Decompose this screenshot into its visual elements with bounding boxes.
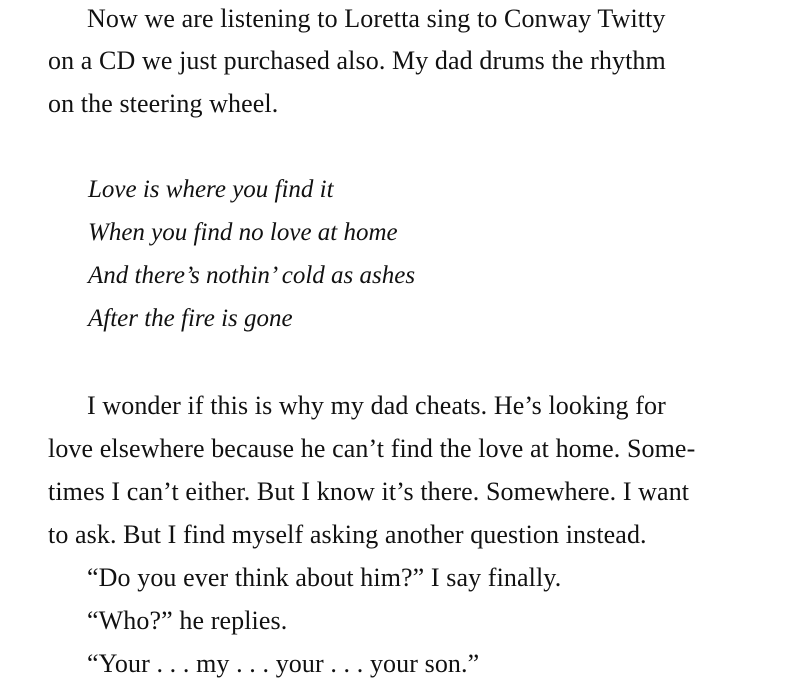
paragraph-1-line-2: on a CD we just purchased also. My dad drums the rhythm — [48, 46, 666, 75]
dialogue-line-3: “Your . . . my . . . your . . . your son.” — [87, 649, 480, 678]
paragraph-1-line-3: on the steering wheel. — [48, 89, 279, 118]
lyric-line-1: Love is where you find it — [88, 176, 334, 203]
dialogue-line-1: “Do you ever think about him?” I say finally. — [87, 563, 562, 592]
paragraph-2-line-2: love elsewhere because he can’t find the love at home. Some- — [48, 434, 696, 463]
dialogue-line-2: “Who?” he replies. — [87, 606, 288, 635]
paragraph-2-line-3: times I can’t either. But I know it’s there. Somewhere. I want — [48, 477, 690, 506]
paragraph-2-line-4: to ask. But I find myself asking another question instead. — [48, 520, 647, 549]
lyric-line-2: When you find no love at home — [88, 219, 398, 246]
paragraph-2-line-1: I wonder if this is why my dad cheats. He’s looking for — [87, 391, 666, 420]
paragraph-1-line-1: Now we are listening to Loretta sing to Conway Twitty — [87, 4, 666, 33]
lyric-line-3: And there’s nothin’ cold as ashes — [88, 262, 416, 289]
lyric-line-4: After the fire is gone — [88, 305, 293, 332]
